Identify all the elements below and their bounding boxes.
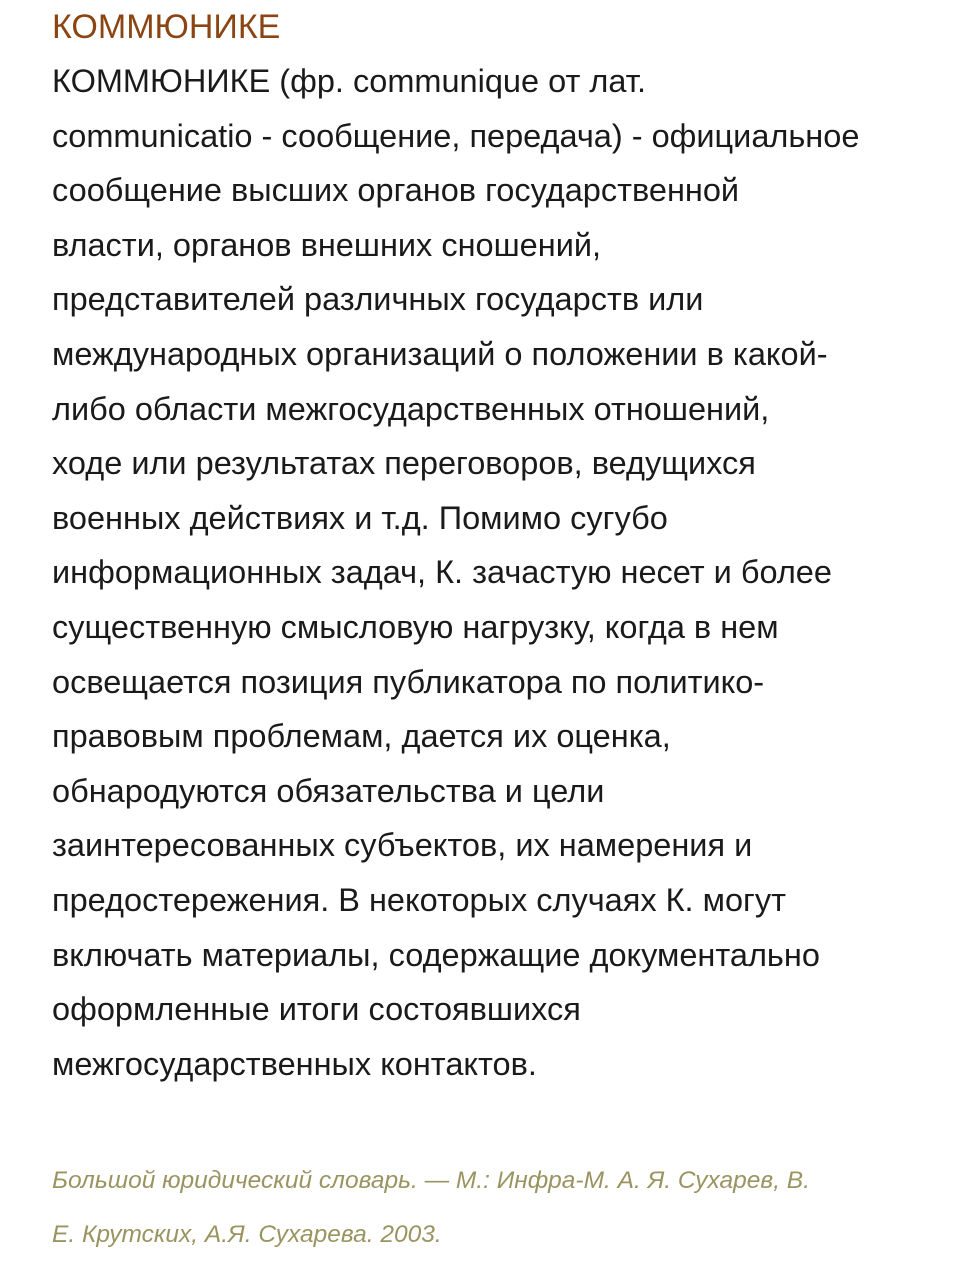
source-line: Большой юридический словарь. — М.: Инфра-М. А. Я. Сухарев, В.	[52, 1167, 810, 1194]
body-line: либо области межгосударственных отношений,	[52, 390, 770, 427]
body-line: военных действиях и т.д. Помимо сугубо	[52, 499, 668, 536]
article-body	[52, 54, 970, 1091]
body-line: существенную смысловую нагрузку, когда в нем	[52, 608, 779, 645]
body-line: освещается позиция публикатора по политико-	[52, 663, 765, 700]
body-line: КОММЮНИКЕ (фр. communique от лат.	[52, 63, 646, 99]
body-line: оформленные итоги состоявшихся	[52, 991, 581, 1028]
body-line: communicatio - сообщение, передача) - официальное	[52, 117, 860, 154]
article-title: КОММЮНИКЕ	[52, 8, 281, 46]
source-citation	[52, 1154, 970, 1262]
body-line: заинтересованных субъектов, их намерения и	[52, 827, 753, 864]
body-line: международных организаций о положении в какой-	[52, 335, 828, 372]
body-line: информационных задач, К. зачастую несет и более	[52, 554, 832, 591]
body-line: ходе или результатах переговоров, ведущихся	[52, 445, 756, 482]
body-line: власти, органов внешних сношений,	[52, 226, 602, 263]
body-line: предостережения. В некоторых случаях К. могут	[52, 881, 787, 918]
body-line: сообщение высших органов государственной	[52, 172, 740, 209]
body-line: представителей различных государств или	[52, 281, 704, 318]
article	[52, 2, 970, 1091]
body-line: правовым проблемам, дается их оценка,	[52, 718, 671, 755]
body-line: включать материалы, содержащие документально	[52, 936, 820, 973]
source-line: Е. Крутских, А.Я. Сухарева. 2003.	[52, 1221, 442, 1248]
body-line: обнародуются обязательства и цели	[52, 772, 605, 809]
body-line: межгосударственных контактов.	[52, 1045, 537, 1082]
